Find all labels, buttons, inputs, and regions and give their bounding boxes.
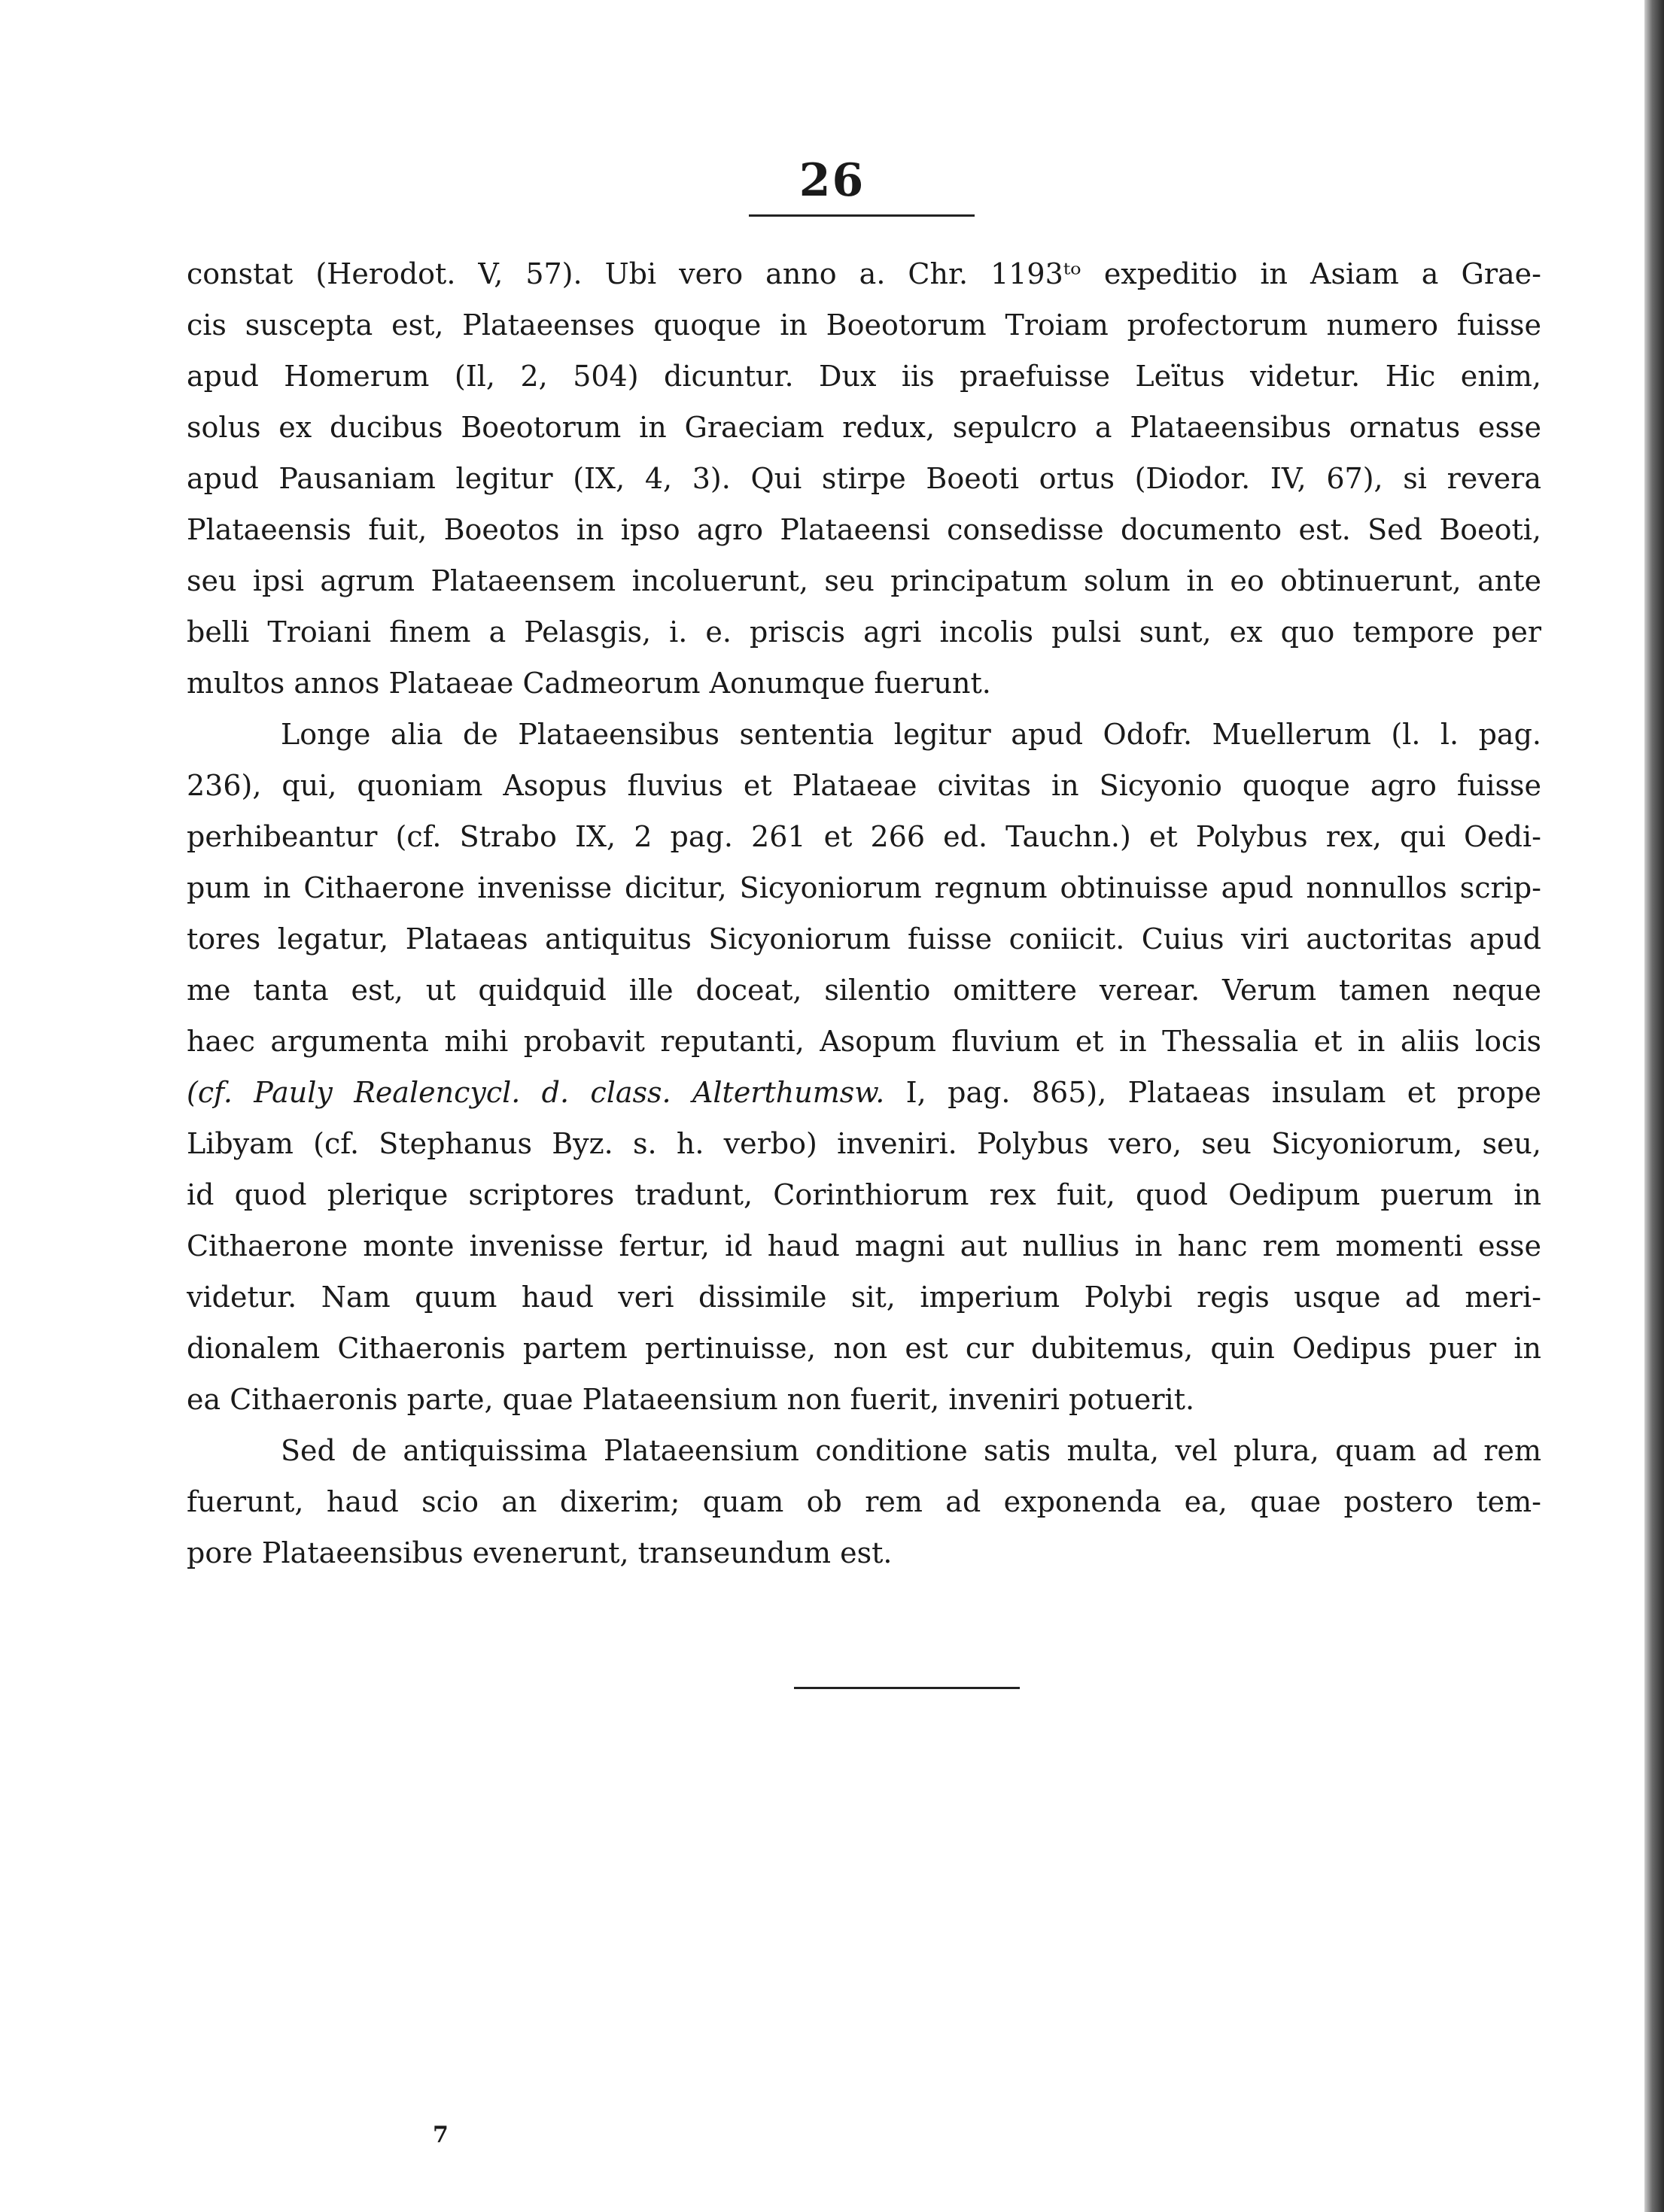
page-edge-shadow [1644, 0, 1664, 2212]
text-line: dionalem Cithaeronis partem pertinuisse, non est cur dubitemus, quin Oedipus puer in [187, 1332, 1541, 1365]
text-line-italic-citation [187, 1067, 1541, 1118]
text-line: perhibeantur (cf. Strabo IX, 2 pag. 261 et 266 ed. Tauchn.) et Polybus rex, qui Oedi- [187, 820, 1541, 853]
text-line: apud Homerum (Il, 2, 504) dicuntur. Dux iis praefuisse Leïtus videtur. Hic enim, [187, 360, 1541, 393]
text-line: solus ex ducibus Boeotorum in Graeciam redux, sepulcro a Plataeensibus ornatus esse [187, 411, 1541, 444]
text-line: belli Troiani finem a Pelasgis, i. e. priscis agri incolis pulsi sunt, ex quo tempore per [187, 615, 1541, 649]
footer-signature-mark: 7 [433, 2122, 449, 2148]
text-line: apud Pausaniam legitur (IX, 4, 3). Qui stirpe Boeoti ortus (Diodor. IV, 67), si revera [187, 462, 1541, 495]
text-line: pum in Cithaerone invenisse dicitur, Sicyoniorum regnum obtinuisse apud nonnullos scrip- [187, 871, 1541, 904]
text-line: haec argumenta mihi probavit reputanti, Asopum fluvium et in Thessalia et in aliis locis [187, 1025, 1541, 1058]
text-line: fuerunt, haud scio an dixerim; quam ob rem ad exponenda ea, quae postero tem- [187, 1485, 1541, 1518]
page-number: 26 [799, 154, 865, 207]
section-end-rule [794, 1687, 1020, 1689]
text-line: tores legatur, Plataeas antiquitus Sicyoniorum fuisse coniicit. Cuius viri auctoritas apud [187, 922, 1541, 956]
italic-citation: (cf. Pauly Realencycl. d. class. Alterthumsw. [187, 1076, 885, 1109]
text-line: pore Plataeensibus evenerunt, transeundum est. [187, 1536, 893, 1569]
text-line: id quod plerique scriptores tradunt, Corinthiorum rex fuit, quod Oedipum puerum in [187, 1178, 1541, 1211]
text-line: Sed de antiquissima Plataeensium conditione satis multa, vel plura, quam ad rem [281, 1434, 1541, 1467]
text-line: multos annos Plataeae Cadmeorum Aonumque fuerunt. [187, 667, 991, 700]
text-line: videtur. Nam quum haud veri dissimile sit, imperium Polybi regis usque ad meri- [187, 1281, 1541, 1314]
text-line: 236), qui, quoniam Asopus fluvius et Plataeae civitas in Sicyonio quoque agro fuisse [187, 769, 1541, 802]
citation-rest: I, pag. 865), Plataeas insulam et prope [884, 1076, 1541, 1109]
body-text [187, 248, 1541, 1578]
text-line: Longe alia de Plataeensibus sententia legitur apud Odofr. Muellerum (l. l. pag. [281, 718, 1541, 751]
text-line: constat (Herodot. V, 57). Ubi vero anno a. Chr. 1193ᵗᵒ expeditio in Asiam a Grae- [187, 257, 1541, 290]
text-line: Libyam (cf. Stephanus Byz. s. h. verbo) inveniri. Polybus vero, seu Sicyoniorum, seu, [187, 1127, 1541, 1160]
header-rule [749, 214, 975, 217]
text-line: seu ipsi agrum Plataeensem incoluerunt, seu principatum solum in eo obtinuerunt, ante [187, 564, 1541, 597]
text-line: cis suscepta est, Plataeenses quoque in Boeotorum Troiam profectorum numero fuisse [187, 308, 1541, 342]
text-line: Plataeensis fuit, Boeotos in ipso agro Plataeensi consedisse documento est. Sed Boeoti, [187, 513, 1541, 546]
text-line: ea Cithaeronis parte, quae Plataeensium non fuerit, inveniri potuerit. [187, 1383, 1195, 1416]
text-line: Cithaerone monte invenisse fertur, id haud magni aut nullius in hanc rem momenti esse [187, 1229, 1541, 1262]
text-line: me tanta est, ut quidquid ille doceat, silentio omittere verear. Verum tamen neque [187, 974, 1541, 1007]
